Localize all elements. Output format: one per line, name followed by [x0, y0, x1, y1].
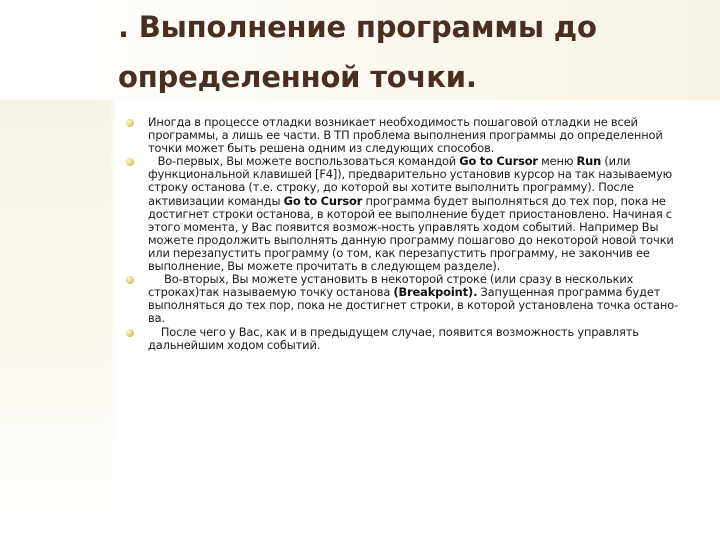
paragraph-conclusion: [148, 326, 691, 352]
bullet-icon: [126, 276, 134, 284]
slide-title: . Выполнение программы до определенной точки.: [118, 10, 597, 94]
paragraph-intro: [148, 116, 691, 155]
command-name: Go to Cursor: [283, 193, 363, 208]
list-item: [126, 326, 691, 352]
list-item: [126, 116, 691, 155]
list-item: [126, 155, 691, 273]
paragraph-text: программа будет выполняться до тех пор, пока не достигнет строки останова, в которой ее выполнение будет приостановлено. Начиная с этого момента, у Вас появится возмож-ность управлять ходом событий. Например Вы можете продолжить выполнять данную программу пошагово до некоторой новой точки или перезапустить программу (о том, как перезапустить программу, не закончив ее выполнение, Вы можете прочитать в следующем разделе).: [148, 193, 674, 274]
command-name: Go to Cursor: [459, 154, 538, 169]
bullet-icon: [126, 119, 134, 127]
paragraph-text: Иногда в процессе отладки возникает необходимость пошаговой отладки не всей программы, а лишь ее части. В ТП проблема выполнения программы до определенной точки может быть решена одним из следующих способов.: [148, 115, 663, 156]
side-background-band: [0, 100, 116, 540]
list-item: [126, 273, 691, 325]
paragraph-text: После чего у Вас, как и в предыдущем случае, появится возможность управлять дальнейшим ходом событий.: [148, 324, 639, 352]
bullet-list: [126, 116, 691, 352]
breakpoint-term: (Breakpoint).: [393, 285, 478, 300]
paragraph-text: Во-вторых, Вы можете установить в некоторой строке (или сразу в нескольких строках)так называемую точку останова: [148, 272, 634, 300]
paragraph-text: (или функциональной клавишей [F4]), предварительно установив курсор на так называемую строку останова (т.е. строку, до которой вы хотите выполнить программу). После активизации команды: [148, 154, 673, 208]
paragraph-text: меню: [537, 154, 577, 169]
paragraph-second-method: [148, 273, 691, 325]
bullet-icon: [126, 329, 134, 337]
paragraph-text: Во-первых, Вы можете воспользоваться командой: [157, 154, 460, 169]
paragraph-text: Запущенная программа будет выполняться до тех пор, пока не достигнет строки, в которой установлена точка остано-ва.: [148, 285, 679, 326]
menu-name: Run: [576, 154, 602, 169]
paragraph-first-method: [148, 155, 691, 273]
bullet-icon: [126, 158, 134, 166]
